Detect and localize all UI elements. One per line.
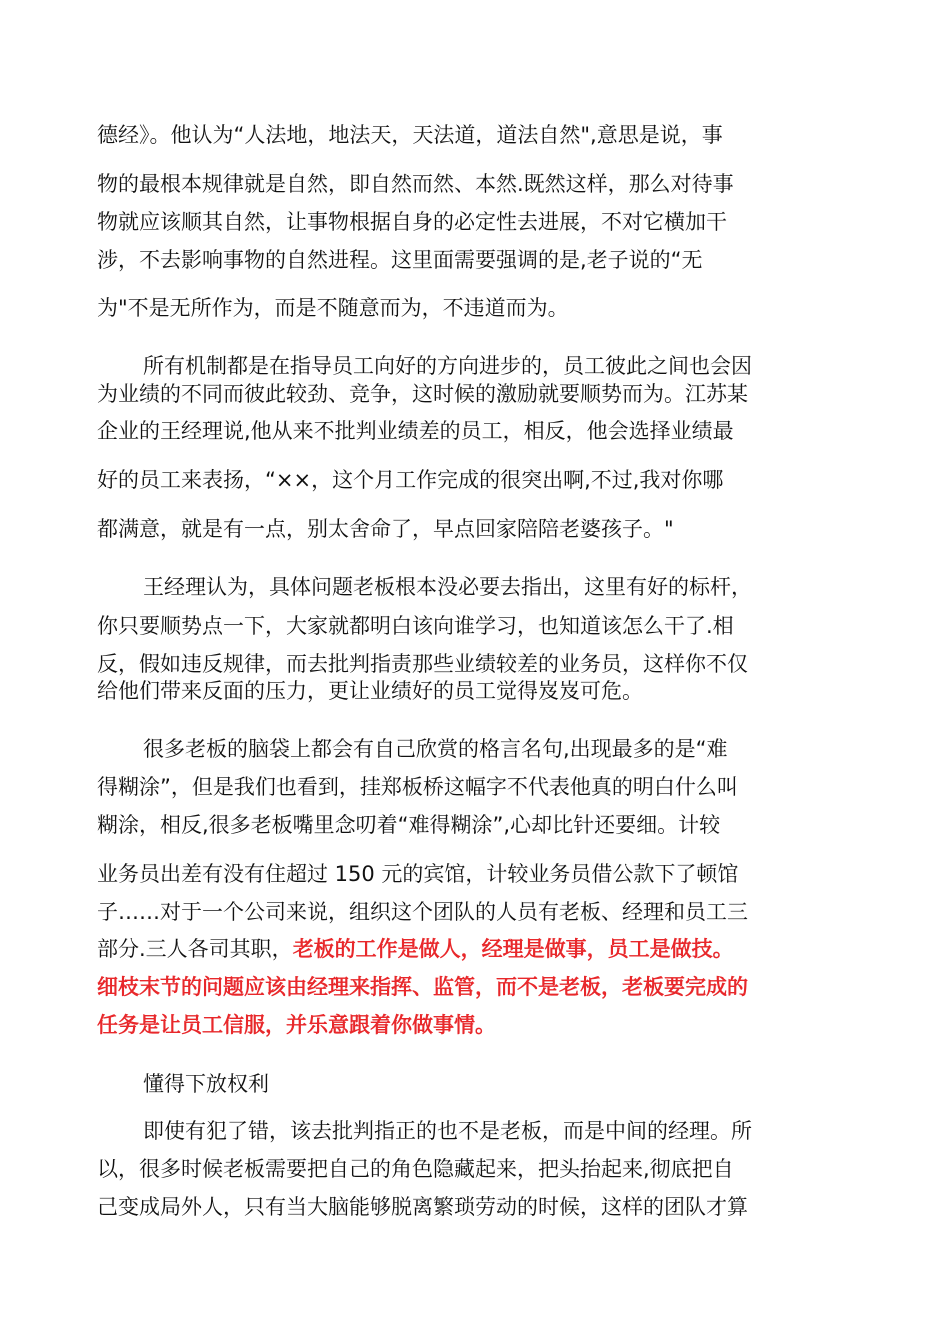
paragraph-2-line-2: 为业绩的不同而彼此较劲、竞争，这时候的激励就要顺势而为。江苏某 — [97, 382, 748, 406]
paragraph-4-line-2: 得糊涂”，但是我们也看到，挂郑板桥这幅字不代表他真的明白什么叫 — [97, 775, 738, 799]
paragraph-1-line-4: 涉，不去影响事物的自然进程。这里面需要强调的是,老子说的“无 — [97, 248, 703, 272]
paragraph-5-line-3: 己变成局外人，只有当大脑能够脱离繁琐劳动的时候，这样的团队才算 — [97, 1195, 748, 1219]
paragraph-4-plain-segment: 部分.三人各司其职， — [97, 937, 293, 961]
paragraph-5-line-2: 以，很多时候老板需要把自己的角色隐藏起来，把头抬起来,彻底把自 — [97, 1157, 734, 1181]
paragraph-1-line-2: 物的最根本规律就是自然，即自然而然、本然.既然这样，那么对待事 — [97, 172, 734, 196]
paragraph-4-line-3: 糊涂，相反,很多老板嘴里念叨着“难得糊涂”,心却比针还要细。计较 — [97, 813, 721, 837]
paragraph-5-line-1: 即使有犯了错，该去批判指正的也不是老板，而是中间的经理。所 — [143, 1119, 752, 1143]
paragraph-2-line-4: 好的员工来表扬，“××，这个月工作完成的很突出啊,不过,我对你哪 — [97, 468, 724, 492]
paragraph-4-emphasis-line-1: 细枝末节的问题应该由经理来指挥、监管，而不是老板，老板要完成的 — [97, 975, 748, 999]
paragraph-4-line-5: 子……对于一个公司来说，组织这个团队的人员有老板、经理和员工三 — [97, 900, 748, 924]
paragraph-2-line-1: 所有机制都是在指导员工向好的方向进步的，员工彼此之间也会因 — [143, 354, 752, 378]
paragraph-1-line-1: 德经》。他认为“人法地，地法天，天法道，道法自然",意思是说，事 — [97, 123, 723, 147]
paragraph-3-line-1: 王经理认为，具体问题老板根本没必要去指出，这里有好的标杆， — [143, 575, 752, 599]
section-heading: 懂得下放权利 — [143, 1072, 269, 1096]
paragraph-4-emphasis-line-2: 任务是让员工信服，并乐意跟着你做事情。 — [97, 1013, 496, 1037]
paragraph-4-emphasis-segment: 老板的工作是做人，经理是做事，员工是做技。 — [292, 937, 734, 961]
paragraph-2-line-5: 都满意，就是有一点，别太舍命了，早点回家陪陪老婆孩子。" — [97, 517, 674, 541]
paragraph-2-line-3: 企业的王经理说,他从来不批判业绩差的员工，相反，他会选择业绩最 — [97, 419, 734, 443]
paragraph-4-line-6 — [97, 935, 797, 963]
paragraph-4-line-1: 很多老板的脑袋上都会有自己欣赏的格言名句,出现最多的是“难 — [143, 737, 728, 761]
paragraph-3-line-2: 你只要顺势点一下，大家就都明白该向谁学习，也知道该怎么干了.相 — [97, 614, 734, 638]
paragraph-3-line-3: 反，假如违反规律，而去批判指责那些业绩较差的业务员，这样你不仅 — [97, 652, 748, 676]
paragraph-1-line-5: 为"不是无所作为，而是不随意而为，不违道而为。 — [97, 296, 569, 320]
paragraph-1-line-3: 物就应该顺其自然，让事物根据自身的必定性去进展，不对它横加干 — [97, 210, 727, 234]
paragraph-4-line-4: 业务员出差有没有住超过 150 元的宾馆，计较业务员借公款下了顿馆 — [97, 862, 739, 886]
paragraph-3-line-4: 给他们带来反面的压力，更让业绩好的员工觉得岌岌可危。 — [97, 679, 643, 703]
